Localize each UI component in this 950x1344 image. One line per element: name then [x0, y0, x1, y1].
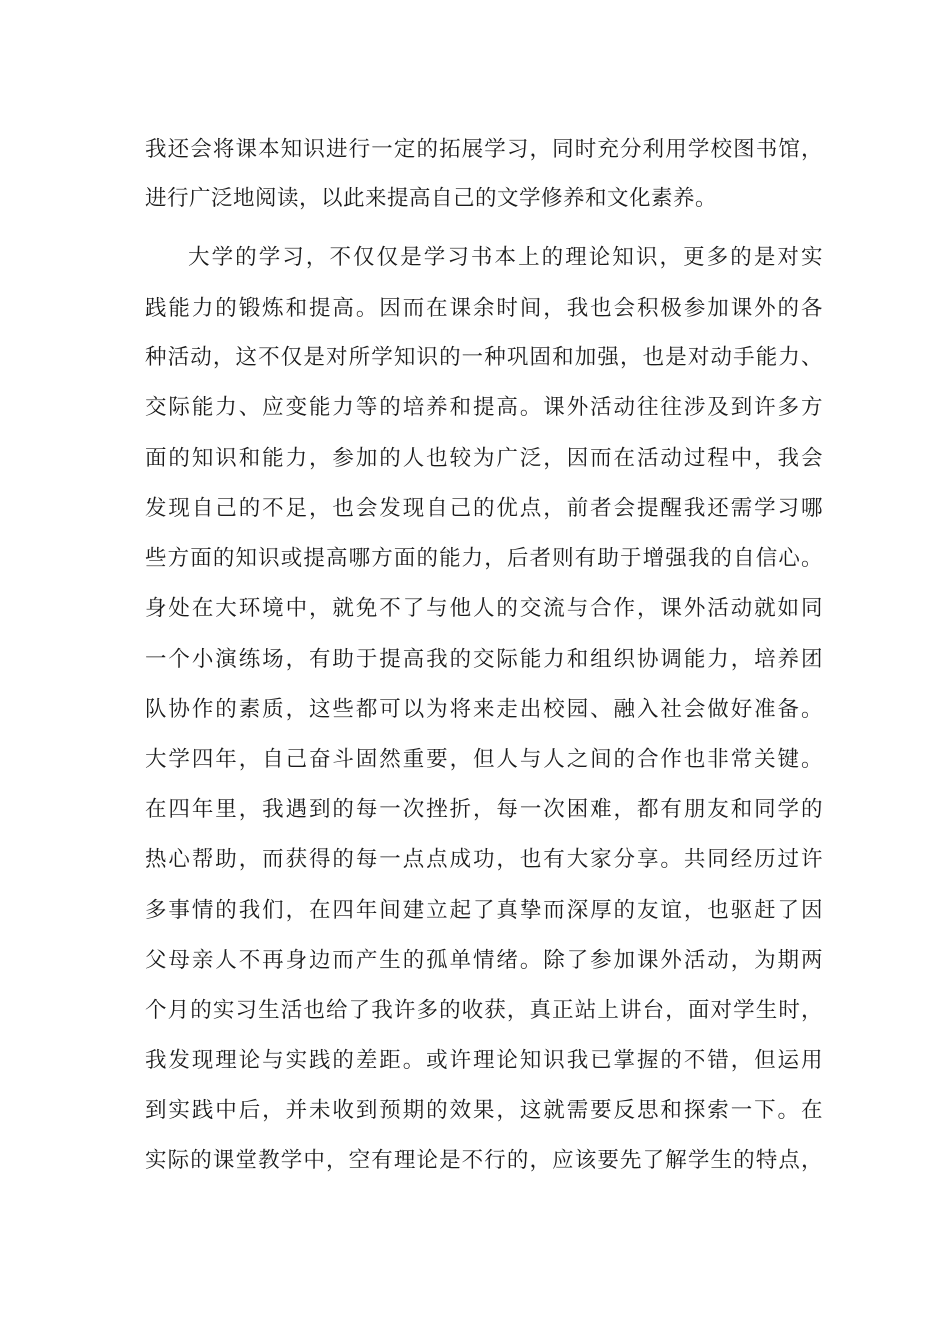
paragraph-2-line-9: 一个小演练场，有助于提高我的交际能力和组织协调能力，培养团 — [145, 647, 823, 672]
paragraph-2-line-15: 父母亲人不再身边而产生的孤单情绪。除了参加课外活动，为期两 — [145, 948, 823, 973]
paragraph-2-line-12: 在四年里，我遇到的每一次挫折，每一次困难，都有朋友和同学的 — [145, 797, 823, 822]
paragraph-2-line-2: 践能力的锻炼和提高。因而在课余时间，我也会积极参加课外的各 — [145, 296, 823, 321]
paragraph-2-line-6: 发现自己的不足，也会发现自己的优点，前者会提醒我还需学习哪 — [145, 496, 823, 521]
paragraph-2-line-11: 大学四年，自己奋斗固然重要，但人与人之间的合作也非常关键。 — [145, 747, 823, 772]
paragraph-2-line-14: 多事情的我们，在四年间建立起了真挚而深厚的友谊，也驱赶了因 — [145, 898, 823, 923]
paragraph-2-line-10: 队协作的素质，这些都可以为将来走出校园、融入社会做好准备。 — [145, 697, 823, 722]
paragraph-2-line-4: 交际能力、应变能力等的培养和提高。课外活动往往涉及到许多方 — [145, 395, 823, 420]
paragraph-2-line-19: 实际的课堂教学中，空有理论是不行的，应该要先了解学生的特点， — [145, 1148, 823, 1173]
paragraph-2-line-1: 大学的学习，不仅仅是学习书本上的理论知识，更多的是对实 — [188, 245, 823, 270]
paragraph-2-line-13: 热心帮助，而获得的每一点点成功，也有大家分享。共同经历过许 — [145, 847, 823, 872]
paragraph-2-line-3: 种活动，这不仅是对所学知识的一种巩固和加强，也是对动手能力、 — [145, 345, 823, 370]
paragraph-2-line-18: 到实践中后，并未收到预期的效果，这就需要反思和探索一下。在 — [145, 1098, 823, 1123]
paragraph-2-line-5: 面的知识和能力，参加的人也较为广泛，因而在活动过程中，我会 — [145, 446, 823, 471]
paragraph-2-line-7: 些方面的知识或提高哪方面的能力，后者则有助于增强我的自信心。 — [145, 546, 823, 571]
paragraph-1-line-2: 进行广泛地阅读，以此来提高自己的文学修养和文化素养。 — [145, 186, 718, 211]
paragraph-2-line-17: 我发现理论与实践的差距。或许理论知识我已掌握的不错，但运用 — [145, 1048, 823, 1073]
paragraph-2-line-16: 个月的实习生活也给了我许多的收获，真正站上讲台，面对学生时， — [145, 998, 823, 1023]
paragraph-1-line-1: 我还会将课本知识进行一定的拓展学习，同时充分利用学校图书馆， — [145, 137, 823, 162]
paragraph-2-line-8: 身处在大环境中，就免不了与他人的交流与合作，课外活动就如同 — [145, 596, 823, 621]
